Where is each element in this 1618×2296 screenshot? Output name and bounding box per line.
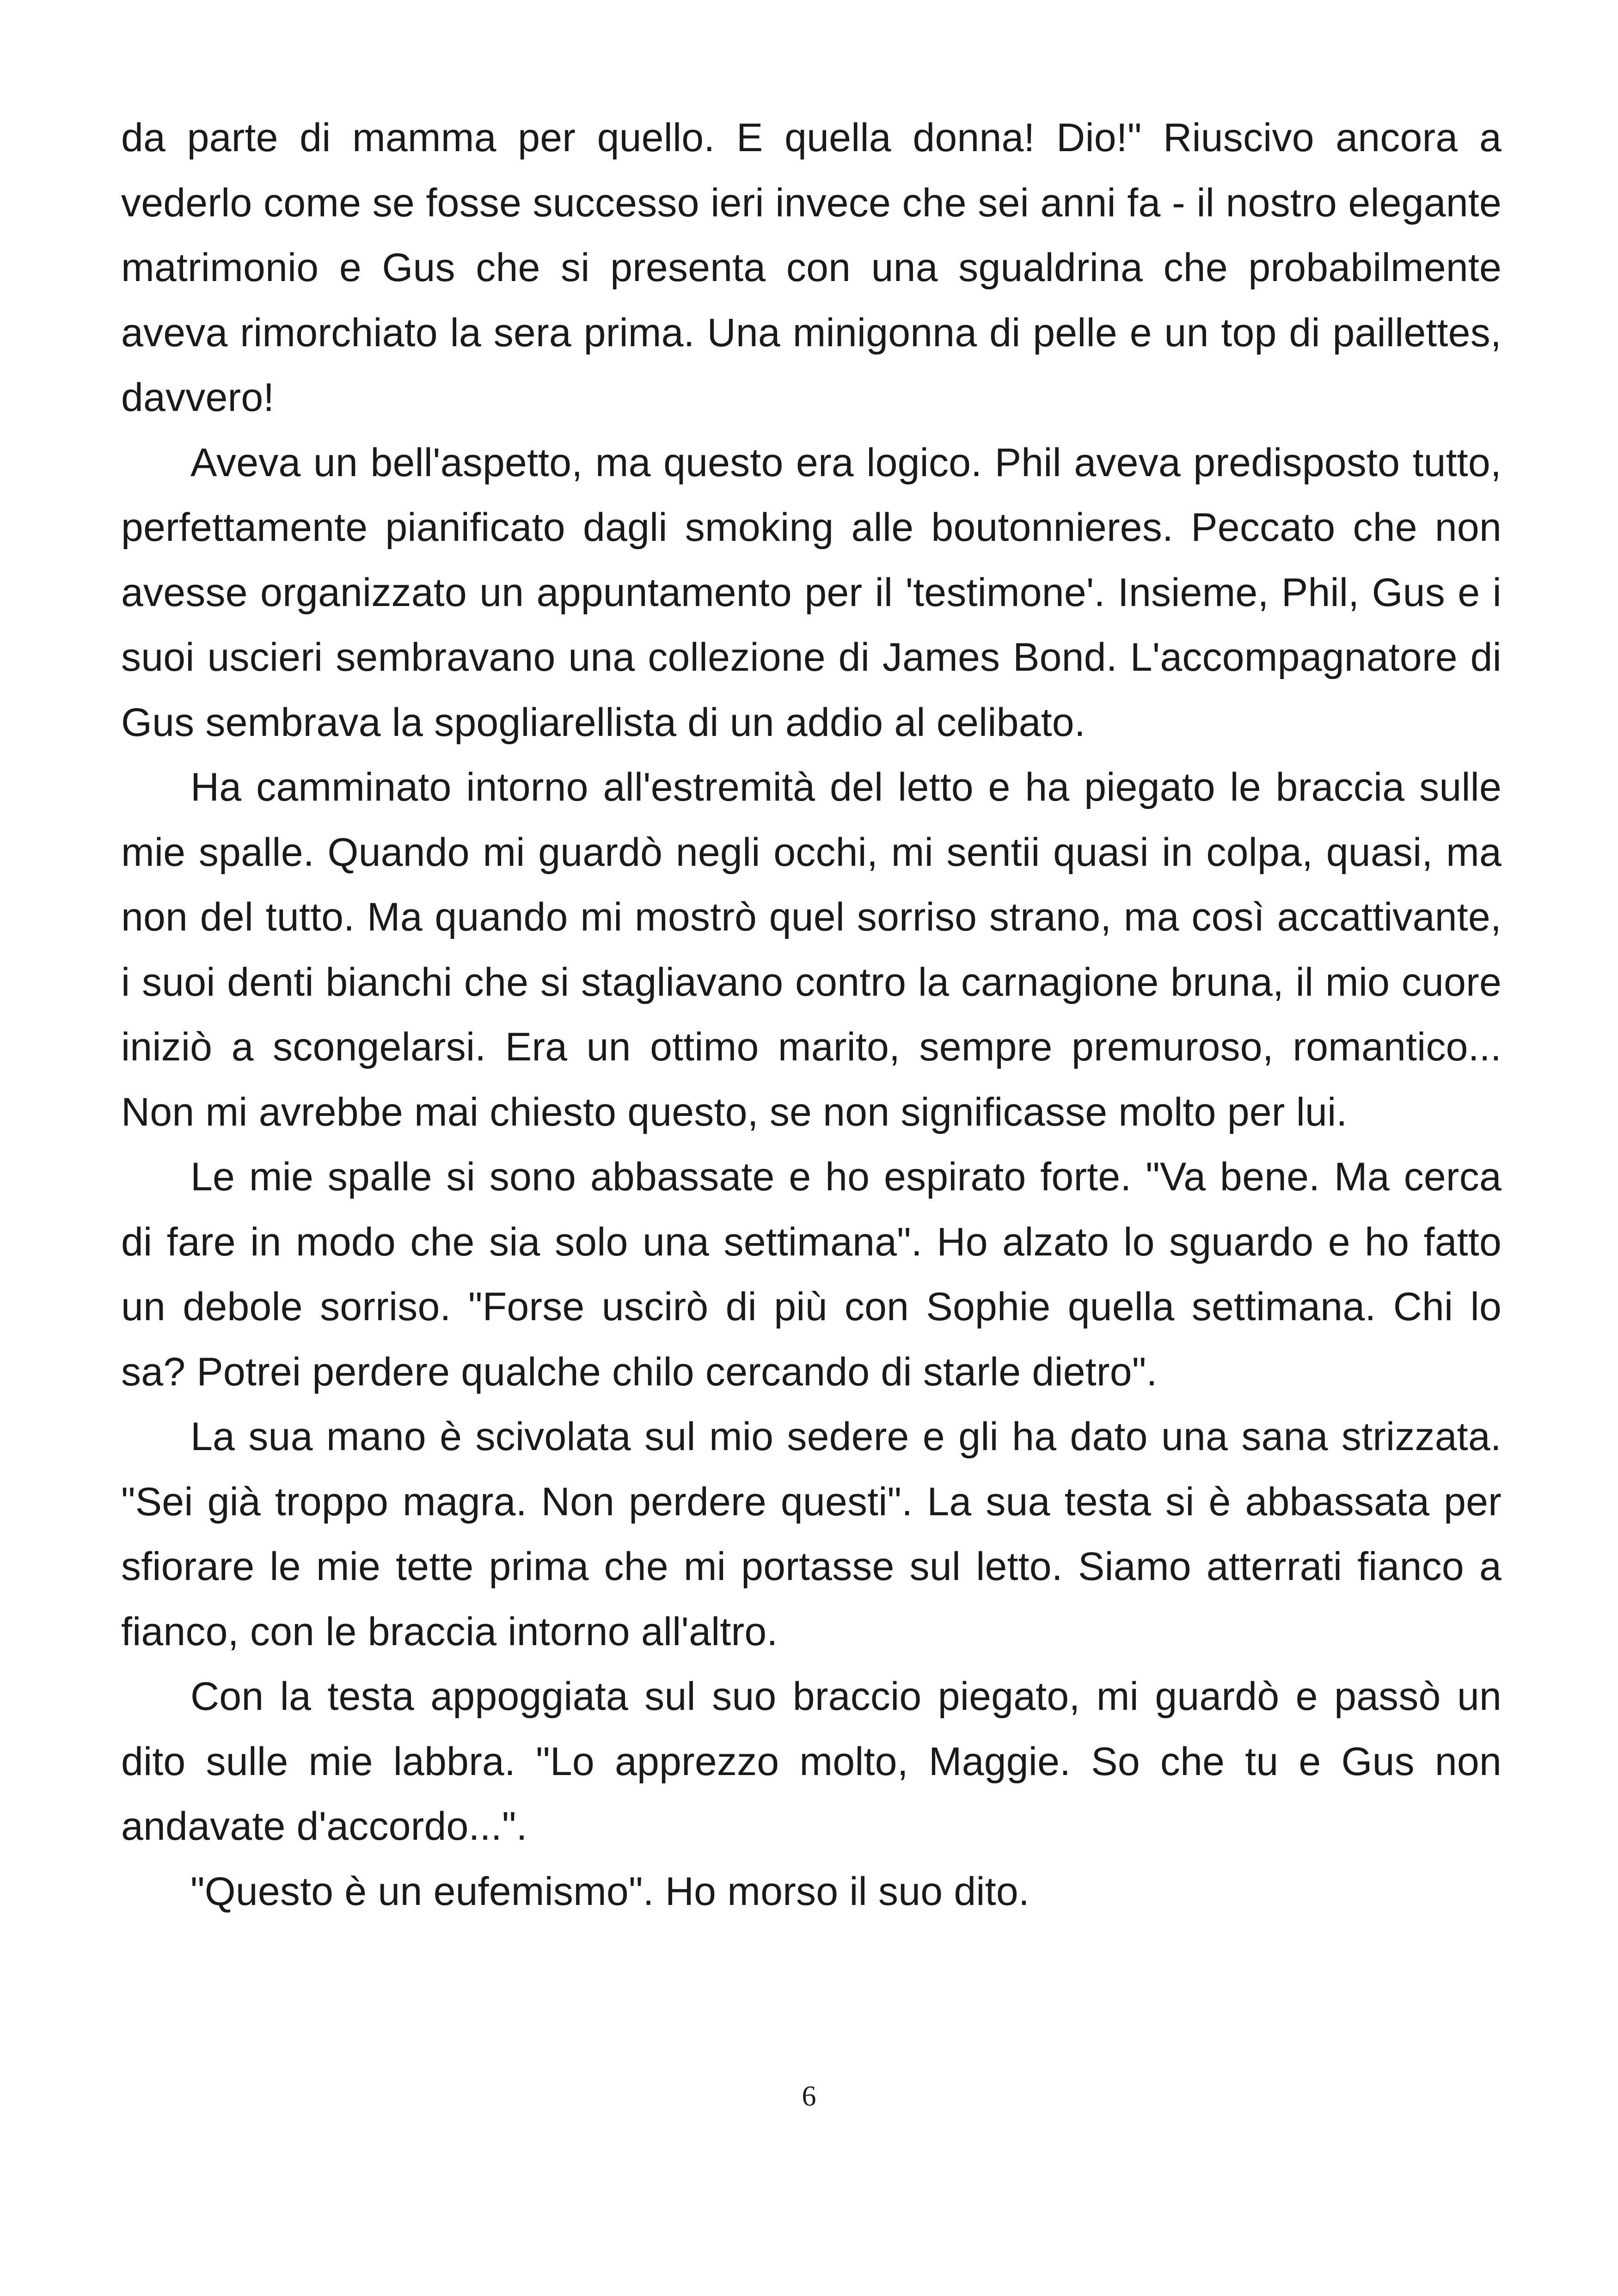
paragraph: Con la testa appoggiata sul suo braccio piegato, mi guardò e passò un dito sulle mie labbra. "Lo apprezzo molto, Maggie. So che tu e Gus non andavate d'accordo...". — [121, 1674, 1502, 1849]
body-text — [121, 105, 1502, 1924]
paragraph: da parte di mamma per quello. E quella donna! Dio!" Riuscivo ancora a vederlo come se fosse successo ieri invece che sei anni fa - il nostro elegante matrimonio e Gus che si presenta con una sgualdrina che probabilmente aveva rimorchiato la sera prima. Una minigonna di pelle e un top di paillettes, davvero! — [121, 116, 1502, 420]
paragraph: "Questo è un eufemismo". Ho morso il suo dito. — [190, 1869, 1030, 1914]
paragraph: La sua mano è scivolata sul mio sedere e gli ha dato una sana strizzata. "Sei già troppo magra. Non perdere questi". La sua testa si è abbassata per sfiorare le mie tette prima che mi portasse sul letto. Siamo atterrati fianco a fianco, con le braccia intorno all'altro. — [121, 1414, 1502, 1654]
paragraph: Ha camminato intorno all'estremità del letto e ha piegato le braccia sulle mie spalle. Quando mi guardò negli occhi, mi sentii quasi in colpa, quasi, ma non del tutto. Ma quando mi mostrò quel sorriso strano, ma così accattivante, i suoi denti bianchi che si stagliavano contro la carnagione bruna, il mio cuore iniziò a scongelarsi. Era un ottimo marito, sempre premuroso, romantico... Non mi avrebbe mai chiesto questo, se non significasse molto per lui. — [121, 765, 1502, 1134]
page-number: 6 — [802, 2081, 816, 2112]
paragraph: Le mie spalle si sono abbassate e ho espirato forte. "Va bene. Ma cerca di fare in modo che sia solo una settimana". Ho alzato lo sguardo e ho fatto un debole sorriso. "Forse uscirò di più con Sophie quella settimana. Chi lo sa? Potrei perdere qualche chilo cercando di starle dietro". — [121, 1155, 1502, 1394]
paragraph: Aveva un bell'aspetto, ma questo era logico. Phil aveva predisposto tutto, perfettamente pianificato dagli smoking alle boutonnieres. Peccato che non avesse organizzato un appuntamento per il 'testimone'. Insieme, Phil, Gus e i suoi uscieri sembravano una collezione di James Bond. L'accompagnatore di Gus sembrava la spogliarellista di un addio al celibato. — [121, 440, 1502, 745]
